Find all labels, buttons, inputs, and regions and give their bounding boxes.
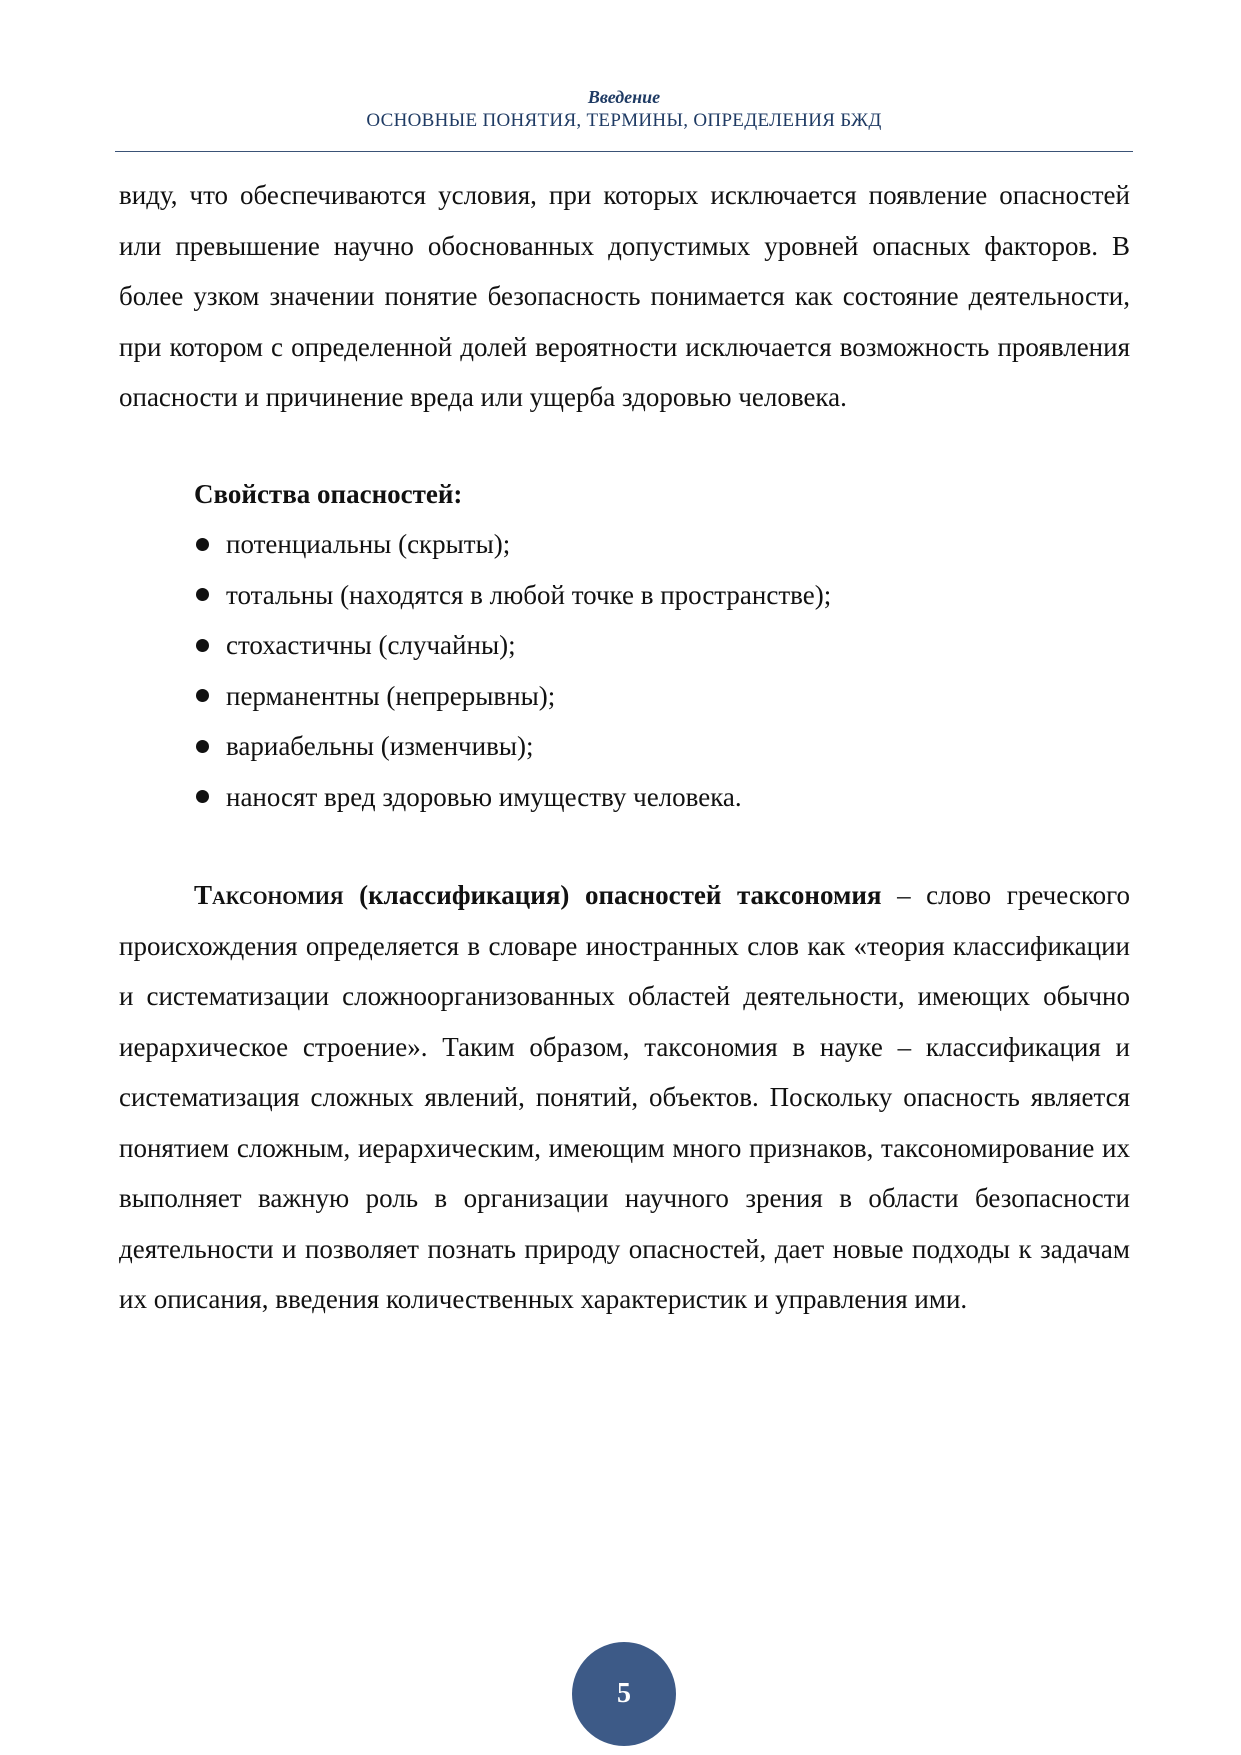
taxonomy-term: Таксономия [194, 880, 344, 910]
page-number: 5 [617, 1678, 631, 1709]
taxonomy-body: – слово греческого происхождения определяется в словаре иностранных слов как «теория классификации и систематизации сложноорганизованных областей деятельности, имеющих обычно иерархическое строение». Таким образом, таксономия в науке – классификация и систематизация сложных явлений, понятий, объектов. Поскольку опасность является понятием сложным, иерархическим, имеющим много признаков, таксономирование их выполняет важную роль в организации научного зрения в области безопасности деятельности и позволяет познать природу опасностей, дает новые подходы к задачам их описания, введения количественных характеристик и управления ими. [119, 880, 1131, 1314]
list-item-text: потенциальны (скрыты); [226, 529, 511, 559]
properties-title: Свойства опасностей: [194, 478, 463, 509]
hazard-properties [119, 469, 1130, 823]
running-header [115, 86, 1133, 134]
page-body [119, 170, 1130, 1325]
list-item-text: наносят вред здоровью имуществу человека. [226, 781, 742, 812]
taxonomy-term-rest: (классификация) опасностей таксономия [343, 880, 882, 910]
intro-paragraph: виду, что обеспечиваются условия, при которых исключается появление опасностей или превышение научно обоснованных допустимых уровней опасных факторов. В более узком значении понятие безопасность понимается как состояние деятельности, при котором с определенной долей вероятности исключается возможность проявления опасности и причинение вреда или ущерба здоровью человека. [119, 180, 1130, 412]
list-item [194, 519, 1130, 570]
bullet-icon [196, 689, 209, 702]
header-title: ОСНОВНЫЕ ПОНЯТИЯ, ТЕРМИНЫ, ОПРЕДЕЛЕНИЯ БЖД [366, 110, 882, 131]
list-item [194, 570, 1130, 621]
list-item [194, 772, 1130, 823]
header-divider [115, 151, 1133, 152]
bullet-icon [196, 740, 209, 753]
list-item-text: вариабельны (изменчивы); [226, 731, 534, 761]
properties-list [119, 519, 1130, 822]
list-item-text: стохастичны (случайны); [226, 630, 516, 660]
taxonomy-paragraph [119, 870, 1130, 1325]
list-item [194, 721, 1130, 772]
header-section: Введение [587, 87, 661, 107]
list-item [194, 671, 1130, 722]
bullet-icon [196, 639, 209, 652]
page-number-badge [572, 1642, 676, 1746]
bullet-icon [196, 538, 209, 551]
bullet-icon [196, 790, 209, 803]
list-item-text: перманентны (непрерывны); [226, 680, 556, 711]
list-item-text: тотальны (находятся в любой точке в пространстве); [226, 579, 832, 610]
list-item [194, 620, 1130, 671]
bullet-icon [196, 588, 209, 601]
